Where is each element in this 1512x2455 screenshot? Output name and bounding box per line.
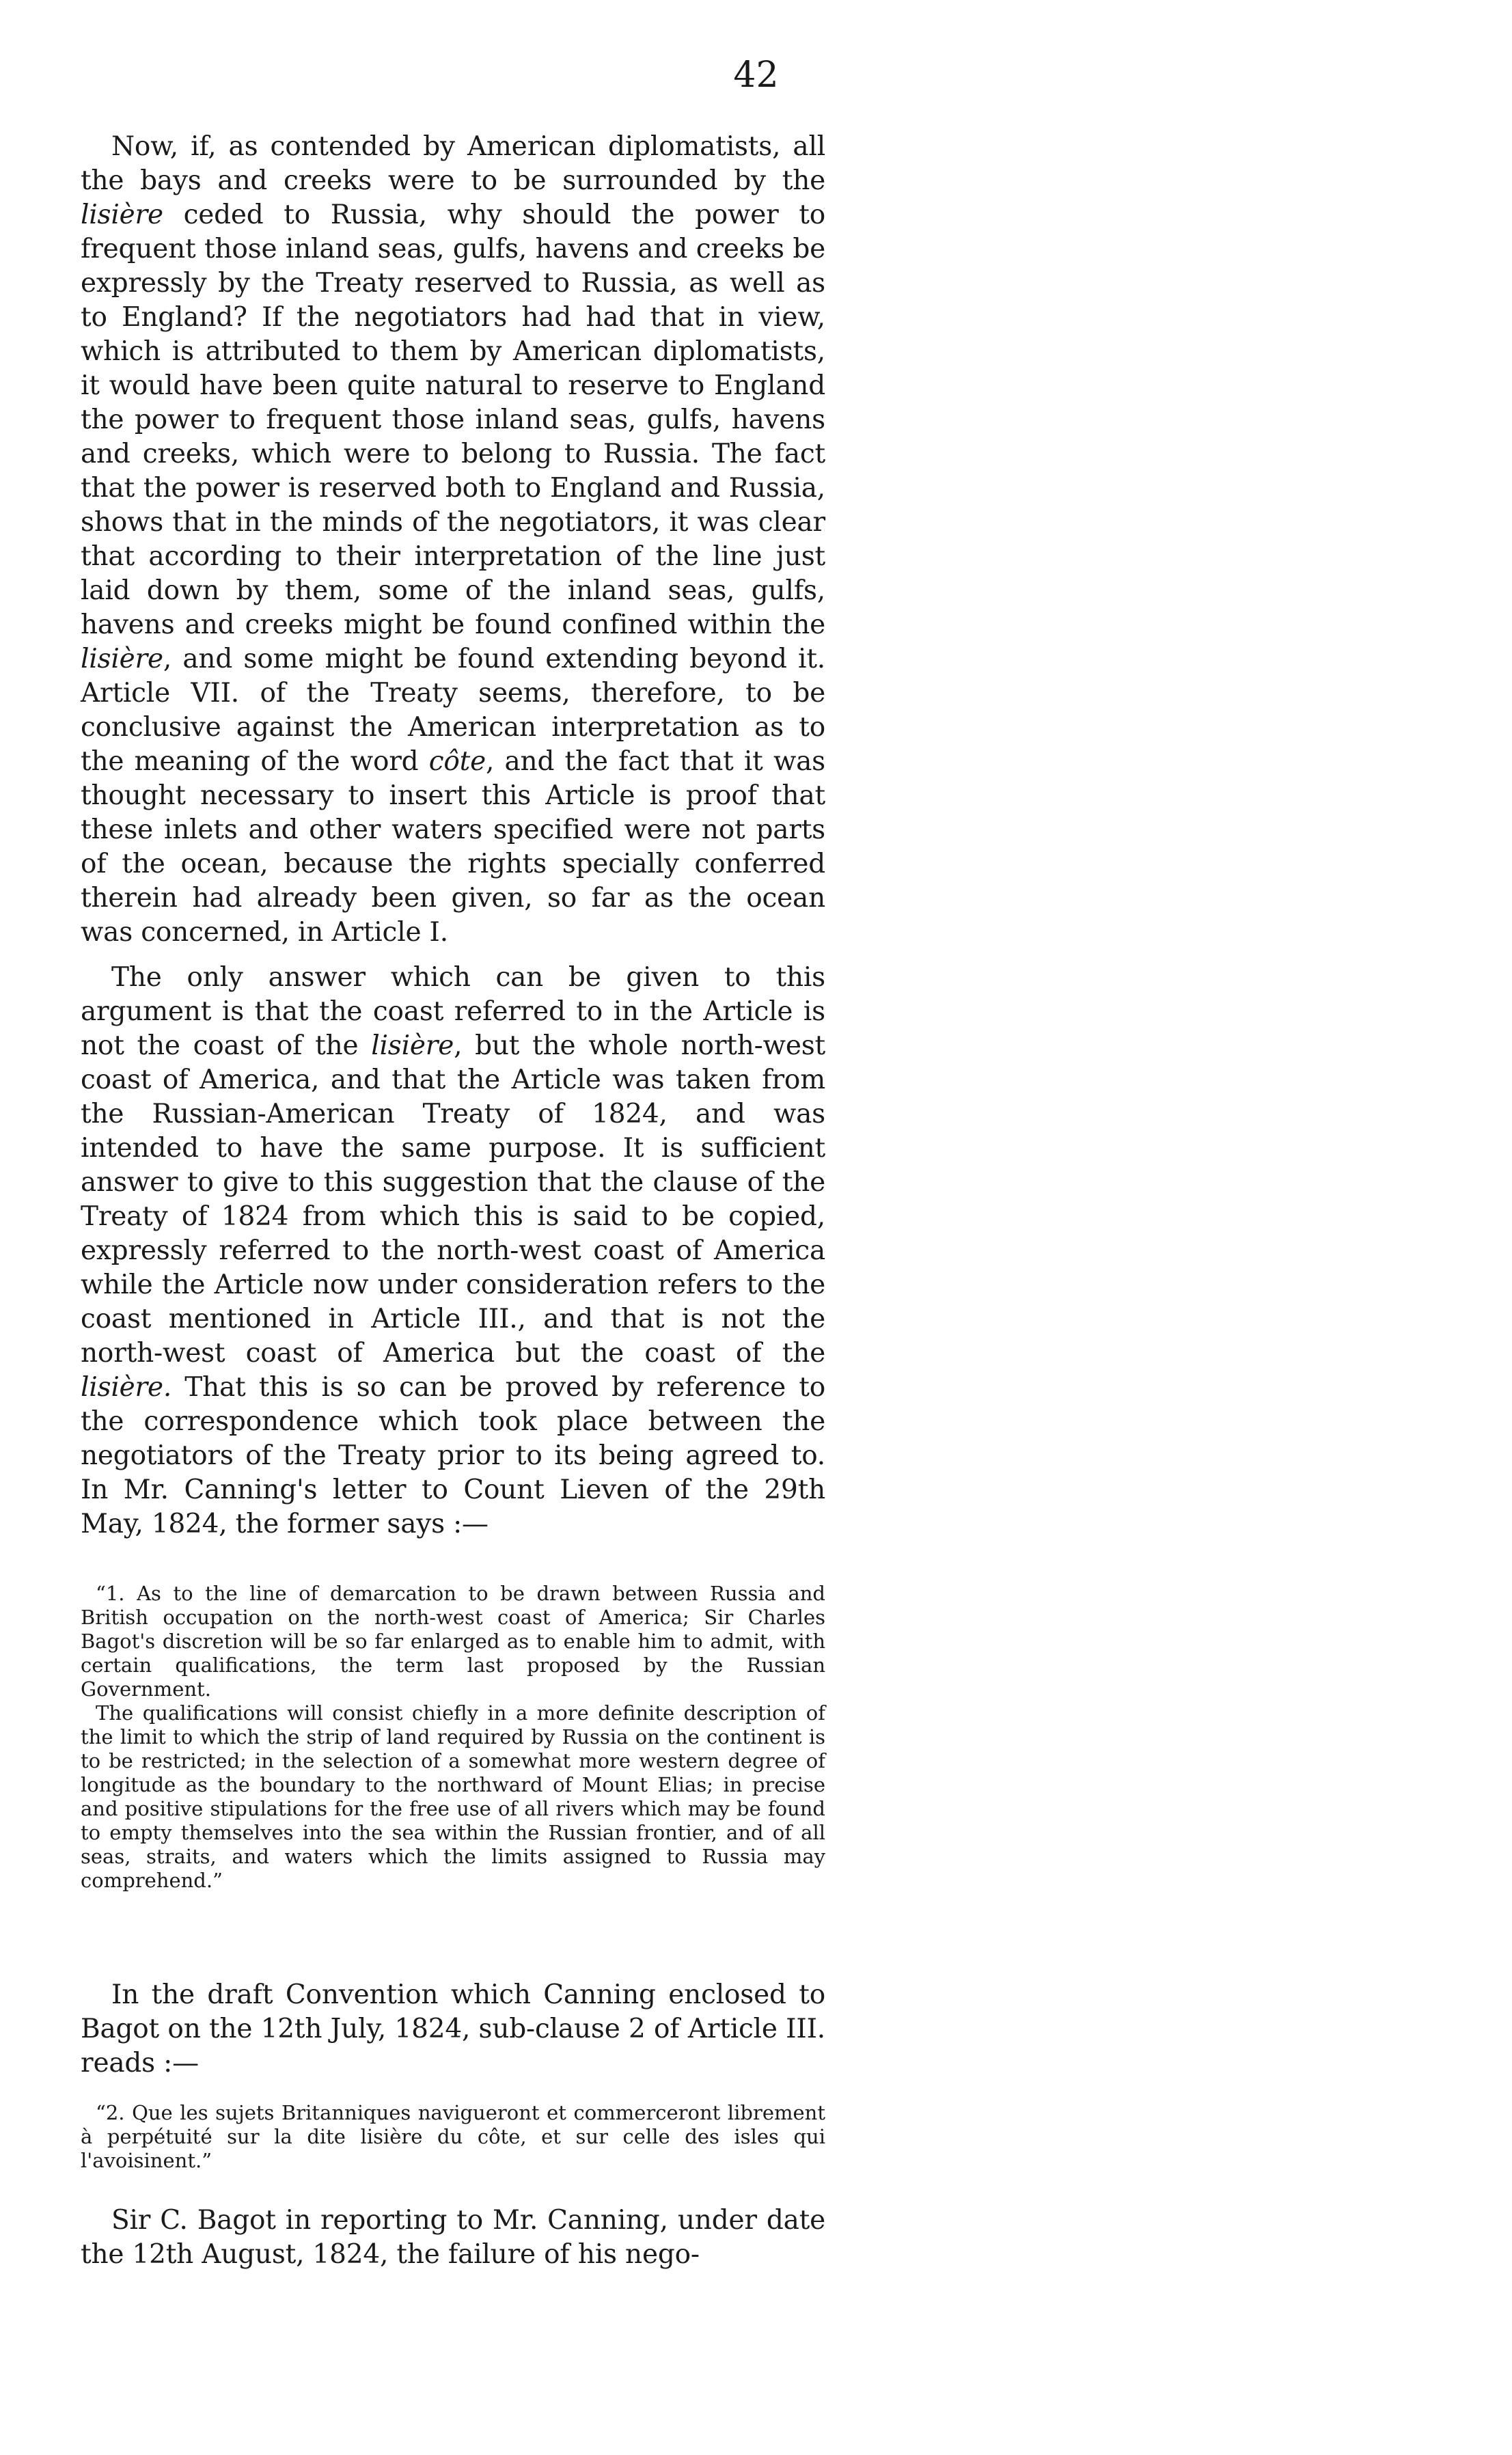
italic-term: lisière. [81,1372,172,1403]
italic-term: lisière [81,200,163,230]
page-number: 42 [733,55,779,96]
quotation-block-1 [81,1582,825,1893]
quote-paragraph: “1. As to the line of demarcation to be drawn between Russia and British occupation on the north-west coast of America; Sir Charles Bagot's discretion will be so far enlarged as to enable him to admit, with certain qualifications, the term last proposed by the Russian Government. [81,1582,825,1701]
italic-term: lisière [371,1030,454,1061]
text-run: Now, if, as contended by American diplomatists, all the bays and creeks were to be surrounded by the [81,131,825,196]
text-run: , but the whole north-west coast of America, and that the Article was taken from the Russian-American Treaty of 1824, and was intended to have the same purpose. It is sufficient answer to give to this suggestion that the clause of the Treaty of 1824 from which this is said to be copied, expressly referred to the north-west coast of America while the Article now under consideration refers to the coast mentioned in Article III., and that is not the north-west coast of America but the coast of the [81,1030,825,1369]
paragraph: In the draft Convention which Canning enclosed to Bagot on the 12th July, 1824, sub-clause 2 of Article III. reads :— [81,1979,825,2079]
paragraph [81,961,825,1541]
quote-paragraph: “2. Que les sujets Britanniques navigueront et commerceront librement à perpétuité sur la dite lisière du côte, et sur celle des isles qui l'avoisinent.” [81,2101,825,2172]
body-section-3 [81,2204,825,2272]
text-run: ceded to Russia, why should the power to frequent those inland seas, gulfs, havens and creeks be expressly by the Treaty reserved to Russia, as well as to England? If the negotiators had had that in view, which is attributed to them by American diplomatists, it would have been quite natural to reserve to England the power to frequent those inland seas, gulfs, havens and creeks, which were to belong to Russia. The fact that the power is reserved both to England and Russia, shows that in the minds of the negotiators, it was clear that according to their interpretation of the line just laid down by them, some of the inland seas, gulfs, havens and creeks might be found confined within the [81,200,825,640]
paragraph [81,130,825,950]
paragraph: Sir C. Bagot in reporting to Mr. Canning, under date the 12th August, 1824, the failure of his nego- [81,2205,825,2270]
body-section-1 [81,130,825,1541]
text-run: That this is so can be proved by reference to the correspondence which took place between the negotiators of the Treaty prior to its being agreed to. In Mr. Canning's letter to Count Lieven of the 29th May, 1824, the former says :— [81,1372,825,1539]
italic-term: lisière [81,644,163,674]
text-run: The only answer which can be given to this argument is that the coast referred to in the Article is not the coast of the [81,962,825,1061]
quotation-block-2 [81,2101,825,2173]
quote-paragraph: The qualifications will consist chiefly in a more definite description of the limit to which the strip of land required by Russia on the continent is to be restricted; in the selection of a somewhat more western degree of longitude as the boundary to the northward of Mount Elias; in precise and positive stipulations for the free use of all rivers which may be found to empty themselves into the sea within the Russian frontier, and of all seas, straits, and waters which the limits assigned to Russia may comprehend.” [81,1701,825,1892]
text-run: , and the fact that it was thought necessary to insert this Article is proof that these inlets and other waters specified were not parts of the ocean, because the rights specially conferred therein had already been given, so far as the ocean was concerned, in Article I. [81,746,825,948]
text-run: , and some might be found extending beyond it. Article VII. of the Treaty seems, therefore, to be conclusive against the American interpretation as to the meaning of the word [81,644,825,777]
italic-term: côte [428,746,486,777]
body-section-2 [81,1978,825,2081]
